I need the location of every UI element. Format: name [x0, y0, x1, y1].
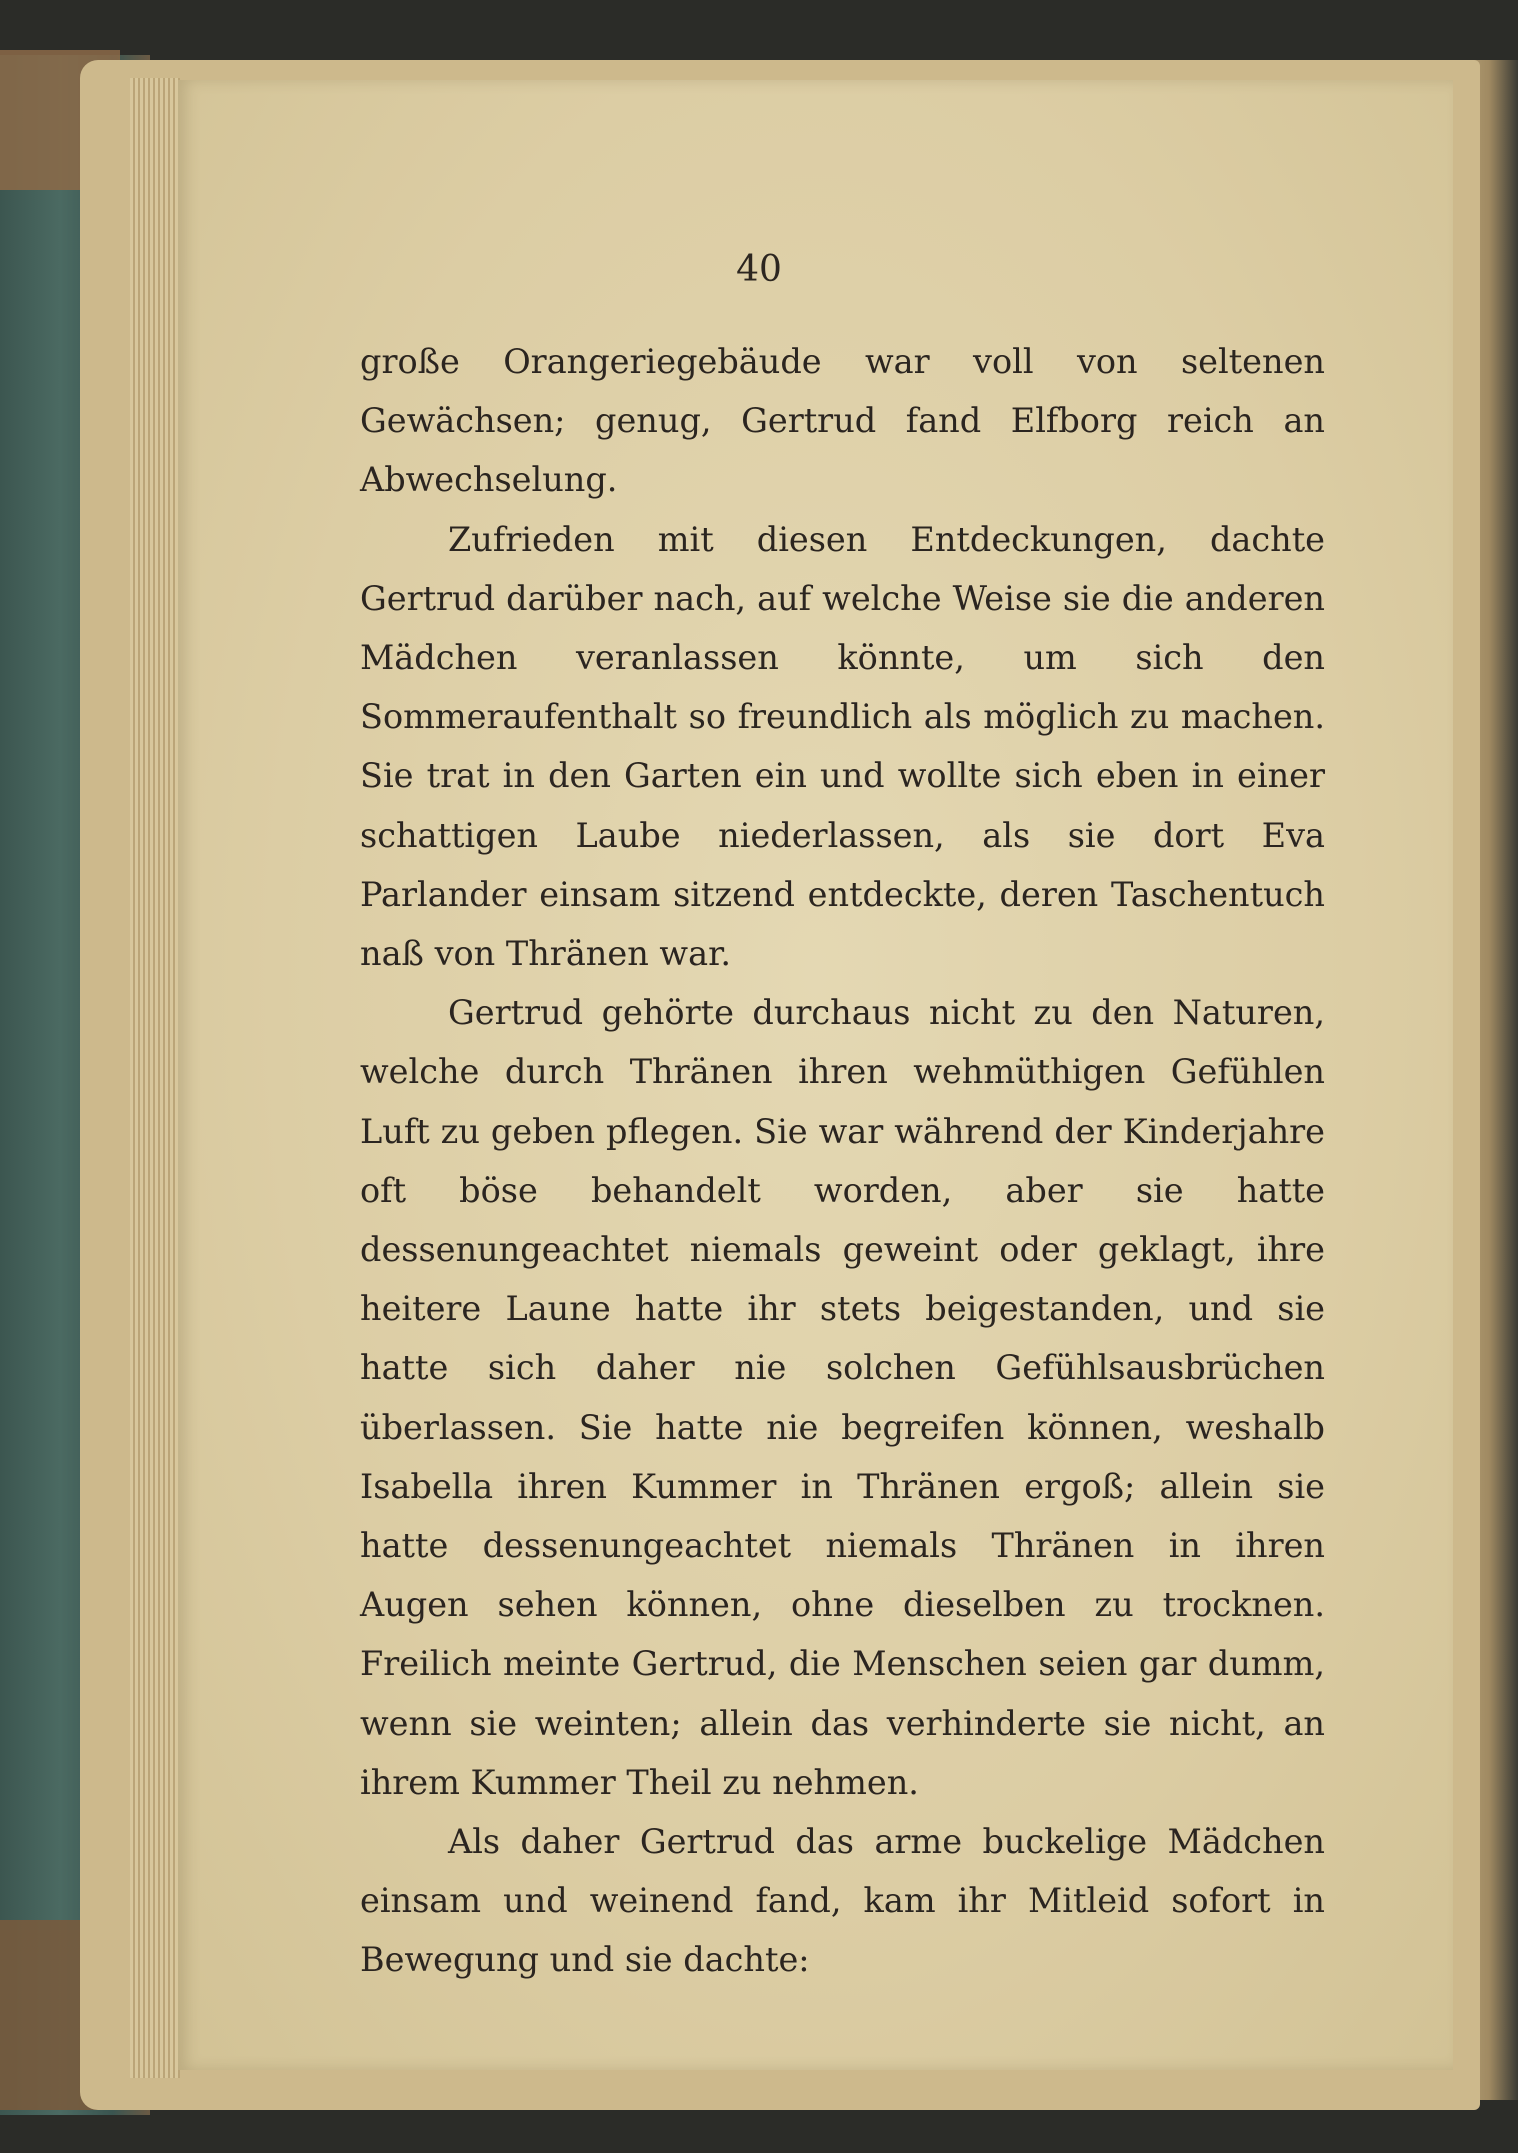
page-number: 40: [736, 249, 782, 290]
page-text: [360, 332, 1325, 1990]
paragraph-3: Gertrud gehörte durchaus nicht zu den Naturen, welche durch Thränen ihren wehmüthigen Gefühlen Luft zu geben pflegen. Sie war während der Kinderjahre oft böse behandelt worden, aber sie hatte dessenungeachtet niemals geweint oder geklagt, ihre heitere Laune hatte ihr stets beigestanden, und sie hatte sich daher nie solchen Gefühlsausbrüchen überlassen. Sie hatte nie begreifen können, weshalb Isabella ihren Kummer in Thränen ergoß; allein sie hatte dessenungeachtet niemals Thränen in ihren Augen sehen können, ohne dieselben zu trocknen. Freilich meinte Gertrud, die Menschen seien gar dumm, wenn sie weinten; allein das verhinderte sie nicht, an ihrem Kummer Theil zu nehmen.: [360, 993, 1325, 1802]
paragraph-4: Als daher Gertrud das arme buckelige Mädchen einsam und weinend fand, kam ihr Mitleid sofort in Bewegung und sie dachte:: [360, 1822, 1325, 1980]
paragraph-2: Zufrieden mit diesen Entdeckungen, dachte Gertrud darüber nach, auf welche Weise sie die anderen Mädchen veranlassen könnte, um sich den Sommeraufenthalt so freundlich als möglich zu machen. Sie trat in den Garten ein und wollte sich eben in einer schattigen Laube niederlassen, als sie dort Eva Parlander einsam sitzend entdeckte, deren Taschentuch naß von Thränen war.: [360, 519, 1325, 974]
stacked-page-edges: [130, 78, 180, 2078]
paragraph-1: große Orangeriegebäude war voll von seltenen Gewächsen; genug, Gertrud fand Elfborg reich an Abwechselung.: [360, 342, 1325, 500]
